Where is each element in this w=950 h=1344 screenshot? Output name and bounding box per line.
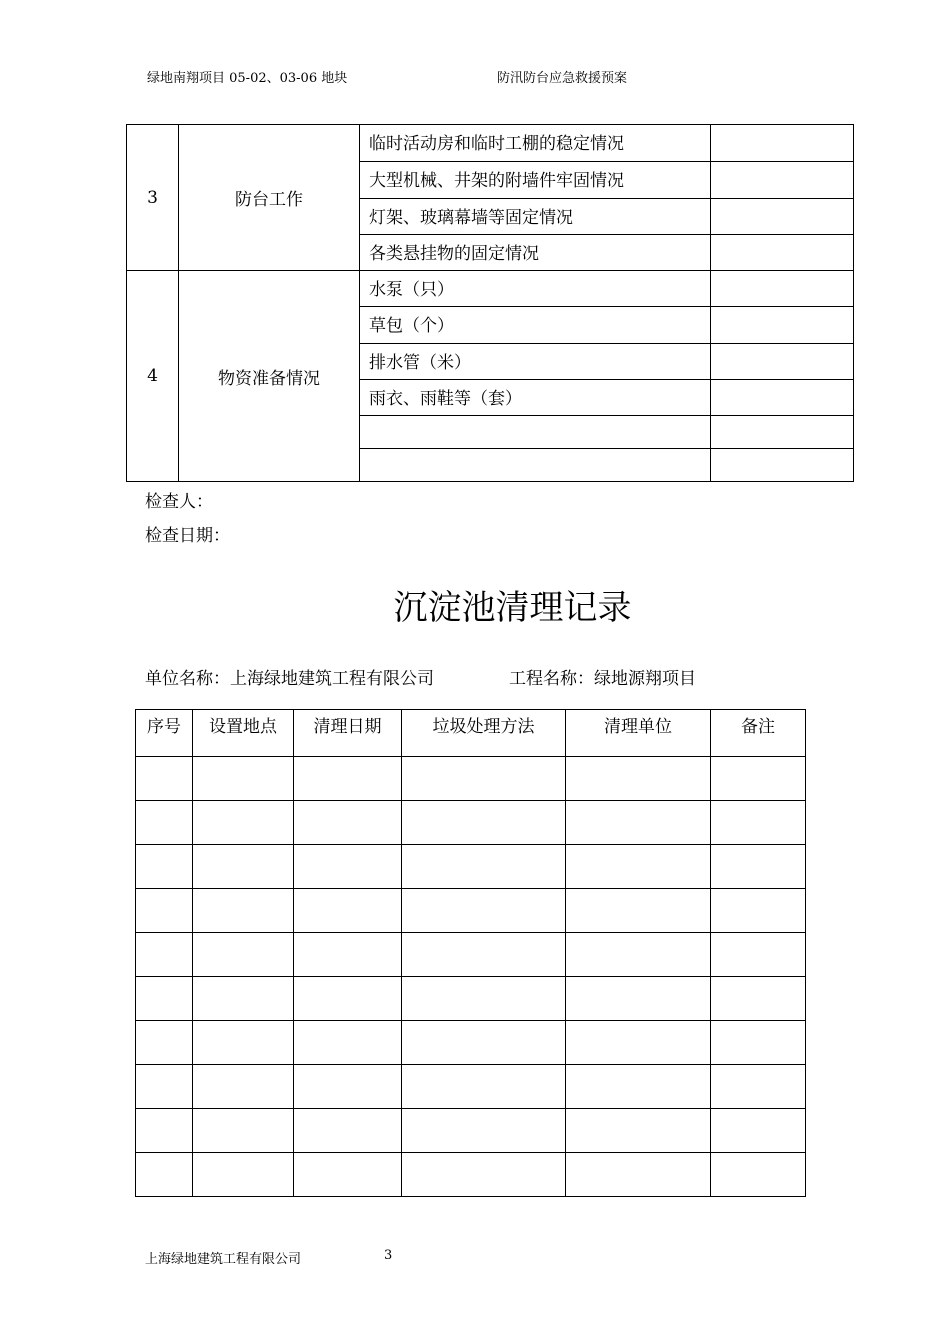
check-item: 水泵（只）: [360, 271, 711, 307]
table-row: [136, 889, 806, 933]
table-cell[interactable]: [136, 933, 193, 977]
table-cell[interactable]: [402, 845, 566, 889]
check-result-cell[interactable]: [711, 307, 854, 344]
table-cell[interactable]: [566, 933, 711, 977]
table-cell[interactable]: [136, 1065, 193, 1109]
table-cell[interactable]: [136, 757, 193, 801]
table-cell[interactable]: [294, 1021, 402, 1065]
check-result-cell[interactable]: [711, 199, 854, 235]
header-project: 绿地南翔项目 05-02、03-06 地块: [147, 71, 348, 86]
table-cell[interactable]: [711, 801, 806, 845]
table-cell[interactable]: [193, 1109, 294, 1153]
check-item: 草包（个）: [360, 307, 711, 344]
inspector-label: 检查人：: [145, 492, 213, 512]
table-cell[interactable]: [711, 1021, 806, 1065]
table-cell[interactable]: [294, 1153, 402, 1197]
table-cell[interactable]: [402, 1065, 566, 1109]
table-cell[interactable]: [566, 889, 711, 933]
table-cell[interactable]: [136, 1021, 193, 1065]
column-header-index: 序号: [136, 710, 193, 757]
table-cell[interactable]: [193, 1153, 294, 1197]
table-cell[interactable]: [193, 757, 294, 801]
check-item: 各类悬挂物的固定情况: [360, 235, 711, 271]
footer-company: 上海绿地建筑工程有限公司: [145, 1252, 302, 1267]
table-cell[interactable]: [566, 757, 711, 801]
table-cell[interactable]: [294, 1109, 402, 1153]
unit-name: 单位名称：上海绿地建筑工程有限公司: [145, 669, 434, 689]
table-cell[interactable]: [294, 845, 402, 889]
table-cell[interactable]: [136, 977, 193, 1021]
table-cell[interactable]: [193, 933, 294, 977]
table-row: [136, 801, 806, 845]
check-result-cell[interactable]: [711, 449, 854, 482]
table-cell[interactable]: [711, 977, 806, 1021]
table-cell[interactable]: [193, 801, 294, 845]
table-cell[interactable]: [402, 1153, 566, 1197]
table-cell[interactable]: [294, 933, 402, 977]
check-result-cell[interactable]: [711, 235, 854, 271]
table-cell[interactable]: [402, 757, 566, 801]
inspection-table: [126, 124, 854, 482]
table-cell[interactable]: [566, 977, 711, 1021]
column-header-location: 设置地点: [193, 710, 294, 757]
table-cell[interactable]: [402, 933, 566, 977]
check-result-cell[interactable]: [711, 125, 854, 162]
table-cell[interactable]: [136, 845, 193, 889]
table-header-row: [136, 710, 806, 757]
table-cell[interactable]: [566, 1065, 711, 1109]
table-cell[interactable]: [711, 845, 806, 889]
check-item[interactable]: [360, 449, 711, 482]
table-row: [136, 1065, 806, 1109]
table-cell[interactable]: [711, 1065, 806, 1109]
table-row: [136, 1153, 806, 1197]
inspection-date-label: 检查日期：: [145, 526, 230, 546]
table-cell[interactable]: [566, 1109, 711, 1153]
cleaning-record-table: [135, 709, 806, 1197]
table-row: [136, 845, 806, 889]
table-cell[interactable]: [402, 889, 566, 933]
table-cell[interactable]: [711, 757, 806, 801]
table-cell[interactable]: [294, 801, 402, 845]
table-row: [136, 1109, 806, 1153]
table-cell[interactable]: [711, 1153, 806, 1197]
check-item: 大型机械、井架的附墙件牢固情况: [360, 162, 711, 199]
table-row: [136, 933, 806, 977]
table-row: [136, 757, 806, 801]
table-cell[interactable]: [193, 1065, 294, 1109]
table-cell[interactable]: [294, 1065, 402, 1109]
column-header-cleaning-unit: 清理单位: [566, 710, 711, 757]
check-result-cell[interactable]: [711, 162, 854, 199]
table-cell[interactable]: [193, 977, 294, 1021]
check-result-cell[interactable]: [711, 271, 854, 307]
page-title: 沉淀池清理记录: [393, 588, 632, 628]
check-item: 排水管（米）: [360, 344, 711, 380]
check-item: 雨衣、雨鞋等（套）: [360, 380, 711, 416]
column-header-disposal-method: 垃圾处理方法: [402, 710, 566, 757]
table-cell[interactable]: [136, 889, 193, 933]
check-item[interactable]: [360, 416, 711, 449]
table-cell[interactable]: [566, 1021, 711, 1065]
table-cell[interactable]: [193, 1021, 294, 1065]
table-cell[interactable]: [193, 889, 294, 933]
column-header-remarks: 备注: [711, 710, 806, 757]
project-name: 工程名称：绿地源翔项目: [509, 669, 696, 689]
table-cell[interactable]: [402, 1021, 566, 1065]
section-number: 3: [127, 125, 179, 271]
table-cell[interactable]: [711, 889, 806, 933]
table-cell[interactable]: [294, 889, 402, 933]
check-result-cell[interactable]: [711, 380, 854, 416]
table-cell[interactable]: [402, 977, 566, 1021]
header-doc-title: 防汛防台应急救援预案: [497, 71, 628, 86]
column-header-date: 清理日期: [294, 710, 402, 757]
table-cell[interactable]: [136, 1153, 193, 1197]
check-item: 灯架、玻璃幕墙等固定情况: [360, 199, 711, 235]
table-cell[interactable]: [294, 977, 402, 1021]
table-cell[interactable]: [402, 1109, 566, 1153]
check-item: 临时活动房和临时工棚的稳定情况: [360, 125, 711, 162]
table-cell[interactable]: [566, 801, 711, 845]
table-cell[interactable]: [193, 845, 294, 889]
table-cell[interactable]: [294, 757, 402, 801]
table-cell[interactable]: [566, 845, 711, 889]
table-cell[interactable]: [711, 933, 806, 977]
table-cell[interactable]: [402, 801, 566, 845]
table-row: [136, 977, 806, 1021]
section-category: 防台工作: [179, 125, 360, 271]
table-cell[interactable]: [136, 1109, 193, 1153]
table-row: [136, 1021, 806, 1065]
check-result-cell[interactable]: [711, 344, 854, 380]
table-cell[interactable]: [566, 1153, 711, 1197]
page-number: 3: [384, 1248, 393, 1263]
check-result-cell[interactable]: [711, 416, 854, 449]
section-number: 4: [127, 271, 179, 482]
table-cell[interactable]: [711, 1109, 806, 1153]
table-cell[interactable]: [136, 801, 193, 845]
section-category: 物资准备情况: [179, 271, 360, 482]
